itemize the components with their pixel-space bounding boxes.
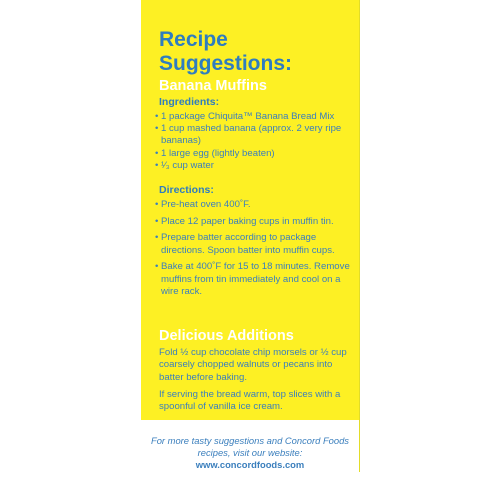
- additions-paragraph-2: If serving the bread warm, top slices with a spoonful of vanilla ice cream.: [159, 389, 341, 413]
- list-item: [155, 160, 351, 172]
- directions-list: [155, 199, 351, 302]
- bullet-marker: •: [155, 199, 159, 210]
- bullet-marker: •: [155, 159, 159, 171]
- footer-band: [141, 420, 359, 472]
- additions-heading: Delicious Additions: [159, 328, 294, 344]
- directions-heading: Directions:: [159, 184, 214, 196]
- direction-text: Place 12 paper baking cups in muffin tin.: [161, 215, 334, 227]
- additions-paragraph-1: Fold ½ cup chocolate chip morsels or ½ cup coarsely chopped walnuts or pecans into batter before baking.: [159, 347, 347, 383]
- bullet-marker: •: [155, 111, 159, 122]
- footer-message: For more tasty suggestions and Concord Foods recipes, visit our website:: [150, 435, 349, 458]
- website-link[interactable]: www.concordfoods.com: [195, 459, 305, 470]
- list-item: [155, 232, 351, 256]
- ingredient-text: ¹⁄₃ cup water: [161, 159, 214, 171]
- recipe-panel: [141, 0, 359, 472]
- ingredients-heading: Ingredients:: [159, 96, 220, 108]
- ingredient-text: 1 package Chiquita™ Banana Bread Mix: [161, 111, 335, 122]
- list-item: [155, 261, 351, 298]
- title-line-2: Suggestions:: [159, 52, 293, 75]
- list-item: [155, 148, 351, 160]
- panel-title: [159, 28, 349, 76]
- bullet-marker: •: [155, 261, 159, 273]
- ingredient-text: 1 large egg (lightly beaten): [161, 147, 275, 159]
- list-item: [155, 111, 351, 123]
- recipe-name-heading: Banana Muffins: [159, 78, 267, 94]
- list-item: [155, 199, 351, 211]
- list-item: [155, 216, 351, 228]
- ingredient-text: 1 cup mashed banana (approx. 2 very ripe bananas): [161, 123, 342, 147]
- direction-text: Pre-heat oven 400˚F.: [161, 199, 251, 210]
- bullet-marker: •: [155, 215, 159, 227]
- bullet-marker: •: [155, 123, 159, 135]
- bullet-marker: •: [155, 232, 159, 244]
- list-item: [155, 123, 351, 147]
- bullet-marker: •: [155, 147, 159, 159]
- title-line-1: Recipe: [159, 28, 228, 51]
- direction-text: Prepare batter according to package directions. Spoon batter into muffin cups.: [161, 232, 335, 256]
- direction-text: Bake at 400˚F for 15 to 18 minutes. Remove muffins from tin immediately and cool on a wire rack.: [161, 261, 350, 297]
- ingredients-list: [155, 111, 351, 172]
